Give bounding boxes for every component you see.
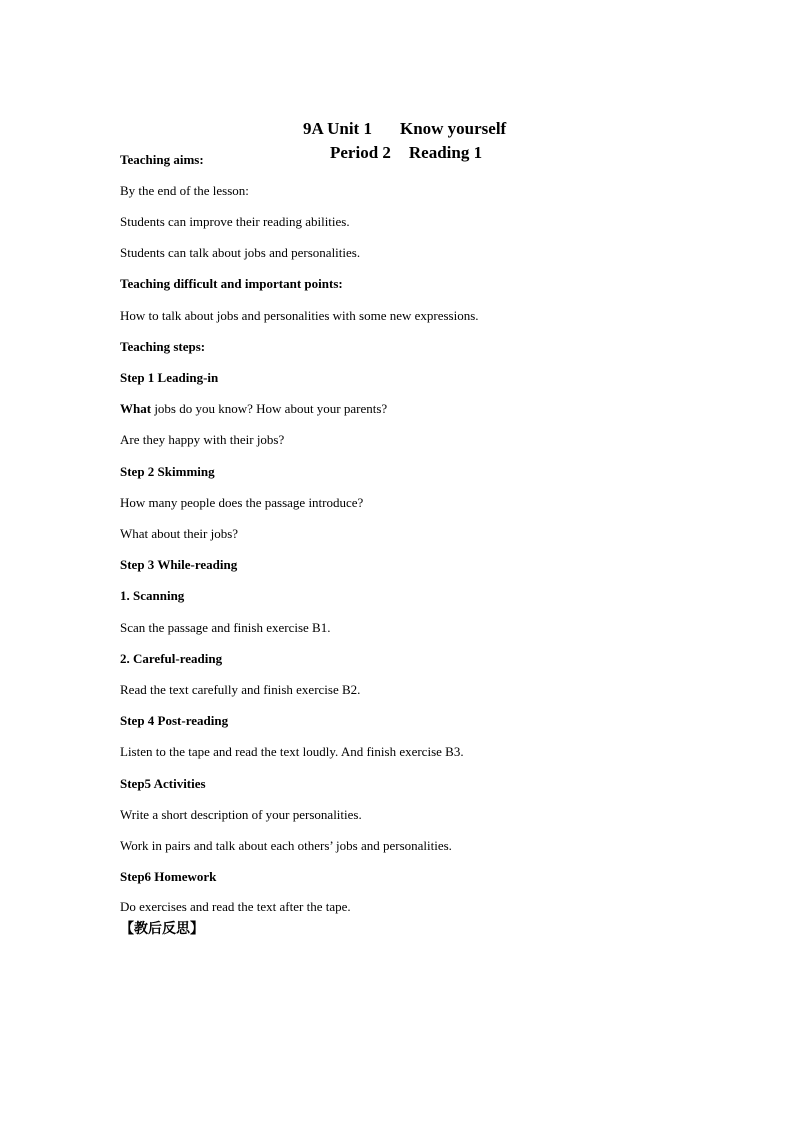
text-question-4: What about their jobs? [120, 526, 239, 541]
text-how-to: How to talk about jobs and personalities with some new expressions. [120, 308, 479, 323]
text-question-1-rest: jobs do you know? How about your parents? [151, 401, 388, 416]
heading-teaching-aims: Teaching aims: [120, 152, 204, 167]
text-pairs: Work in pairs and talk about each others’ jobs and personalities. [120, 838, 452, 853]
title-line-2 [313, 123, 482, 183]
text-question-1 [120, 401, 387, 417]
heading-difficult-points: Teaching difficult and important points: [120, 276, 343, 291]
text-careful: Read the text carefully and finish exercise B2. [120, 682, 361, 697]
text-write: Write a short description of your personalities. [120, 807, 362, 822]
heading-step-1: Step 1 Leading-in [120, 370, 219, 385]
text-by-end: By the end of the lesson: [120, 183, 249, 198]
heading-teaching-steps: Teaching steps: [120, 339, 206, 354]
heading-step-6: Step6 Homework [120, 869, 217, 884]
heading-step-5: Step5 Activities [120, 776, 206, 791]
text-question-3: How many people does the passage introduce? [120, 495, 364, 510]
text-scan: Scan the passage and finish exercise B1. [120, 620, 331, 635]
text-aim-1: Students can improve their reading abilities. [120, 214, 350, 229]
heading-step-2: Step 2 Skimming [120, 464, 215, 479]
title-period: Period 2 [330, 143, 391, 162]
text-homework: Do exercises and read the text after the tape. [120, 899, 351, 914]
title-reading: Reading 1 [408, 143, 483, 162]
title-unit: 9A Unit 1 [303, 119, 372, 138]
text-question-1-bold: What [120, 401, 152, 416]
heading-careful-reading: 2. Careful-reading [120, 651, 223, 666]
heading-scanning: 1. Scanning [120, 588, 185, 603]
text-listen: Listen to the tape and read the text loudly. And finish exercise B3. [120, 744, 464, 759]
text-aim-2: Students can talk about jobs and personalities. [120, 245, 361, 260]
heading-reflection: 【教后反思】 [120, 921, 204, 937]
title-topic: Know yourself [399, 119, 507, 138]
heading-step-3: Step 3 While-reading [120, 557, 238, 572]
text-question-2: Are they happy with their jobs? [120, 432, 285, 447]
heading-step-4: Step 4 Post-reading [120, 713, 229, 728]
